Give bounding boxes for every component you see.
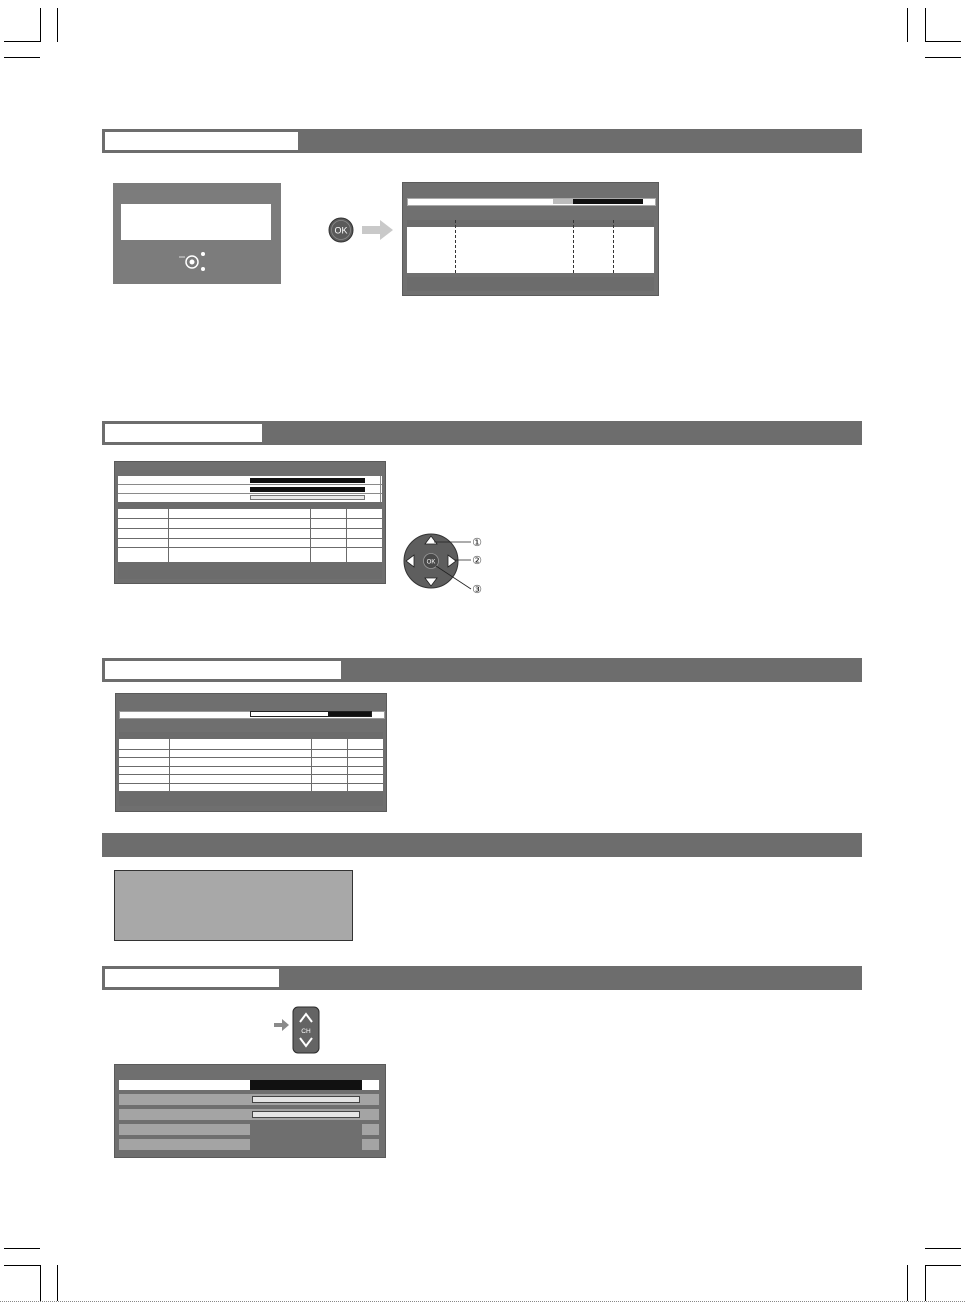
ok-button-icon <box>328 217 354 243</box>
form-field-dark <box>250 487 365 492</box>
table-row-line <box>119 766 383 767</box>
form-end-col <box>380 476 381 502</box>
table-row-line <box>118 538 382 539</box>
crop-mark-bl-v2 <box>57 1265 58 1301</box>
table-col-line <box>169 732 170 791</box>
settings-row-2-end <box>362 1094 379 1105</box>
scan-screen-2 <box>115 693 387 812</box>
crop-mark-br-h <box>925 1248 961 1249</box>
progress-bar <box>328 712 371 716</box>
results-table-header <box>407 220 654 227</box>
crop-mark-tr-v2 <box>925 8 926 42</box>
crop-mark-tr-h <box>925 41 961 42</box>
col-divider <box>455 220 456 273</box>
settings-row-3 <box>119 1109 250 1120</box>
screen-footer <box>119 792 383 806</box>
section-header-4 <box>102 833 862 857</box>
col-divider <box>573 220 574 273</box>
table-col-line <box>311 732 312 791</box>
screen-footer <box>118 562 382 579</box>
section-header-1 <box>102 129 862 153</box>
arrow-right-icon <box>362 220 394 240</box>
scan-screen-1 <box>402 182 659 296</box>
settings-row-4-end <box>362 1124 379 1135</box>
table-row-line <box>118 518 382 519</box>
table-row-line <box>118 528 382 529</box>
progress-bar <box>573 199 643 204</box>
table-row-line <box>119 783 383 784</box>
crop-mark-br-h2 <box>925 1265 961 1266</box>
callout-3: ③ <box>472 584 482 596</box>
settings-row-1-end <box>362 1080 379 1090</box>
results-table-header <box>119 732 383 739</box>
table-col-line <box>310 502 311 562</box>
settings-row-4-value <box>250 1124 362 1151</box>
table-row-line <box>118 547 382 548</box>
settings-row-2-field <box>252 1096 360 1103</box>
settings-row-5 <box>119 1139 250 1150</box>
crop-mark-tr-v <box>907 8 908 42</box>
settings-row-1 <box>119 1080 250 1090</box>
channel-list-form <box>118 476 382 502</box>
progress-highlight <box>553 199 573 204</box>
results-table <box>407 220 654 273</box>
callout-2: ② <box>472 555 482 567</box>
channel-table-header <box>118 502 382 509</box>
settings-row-3-end <box>362 1109 379 1120</box>
crop-mark-br-v2 <box>925 1265 926 1301</box>
form-row-line <box>118 484 382 485</box>
table-row-line <box>119 757 383 758</box>
crop-mark-bl-v <box>40 1265 41 1301</box>
select-icon <box>177 249 211 273</box>
ok-button-label: OK <box>334 225 348 236</box>
section-header-2 <box>102 421 862 445</box>
message-panel-textbox <box>121 204 271 240</box>
settings-row-1-value <box>250 1080 362 1090</box>
settings-row-3-field <box>252 1111 360 1118</box>
section-header-3-label <box>105 661 341 679</box>
settings-row-2 <box>119 1094 250 1105</box>
crop-mark-bl-h2 <box>4 1265 40 1266</box>
section-header-1-label <box>105 132 298 150</box>
ch-button-label: CH <box>301 1028 311 1035</box>
table-col-line <box>168 502 169 562</box>
callout-1: ① <box>472 537 482 549</box>
crop-mark-tl-v <box>40 8 41 42</box>
col-divider <box>613 220 614 273</box>
results-table <box>119 732 383 791</box>
screen-footer <box>407 277 654 291</box>
form-field-dark <box>250 478 365 483</box>
crop-mark-bl-h <box>4 1248 40 1249</box>
settings-row-4 <box>119 1124 250 1135</box>
bottom-dotted-line <box>0 1301 965 1302</box>
table-col-line <box>347 732 348 791</box>
form-field-light <box>250 495 365 500</box>
form-row-line <box>118 493 382 494</box>
channel-list-screen <box>114 461 386 584</box>
table-col-line <box>346 502 347 562</box>
section-header-5-label <box>105 969 279 987</box>
section-header-5 <box>102 966 862 990</box>
crop-mark-tl-v2 <box>57 8 58 42</box>
message-panel <box>113 183 281 284</box>
ch-button-icon <box>292 1006 320 1054</box>
channel-table <box>118 502 382 562</box>
settings-row-5-end <box>362 1139 379 1150</box>
arrow-right-small-icon <box>274 1019 290 1031</box>
crop-mark-tl-h2 <box>4 57 40 58</box>
section-header-3 <box>102 658 862 682</box>
dpad-icon <box>400 530 492 596</box>
table-row-line <box>119 774 383 775</box>
crop-mark-tl-h <box>4 41 40 42</box>
section-header-2-label <box>105 424 262 442</box>
crop-mark-tr-h2 <box>925 57 961 58</box>
dpad-ok-label: OK <box>426 559 436 566</box>
message-screen <box>114 870 353 941</box>
table-row-line <box>119 749 383 750</box>
settings-row-2-value <box>250 1094 362 1105</box>
tuning-settings-screen <box>114 1064 386 1158</box>
settings-row-3-value <box>250 1109 362 1120</box>
crop-mark-br-v <box>907 1265 908 1301</box>
